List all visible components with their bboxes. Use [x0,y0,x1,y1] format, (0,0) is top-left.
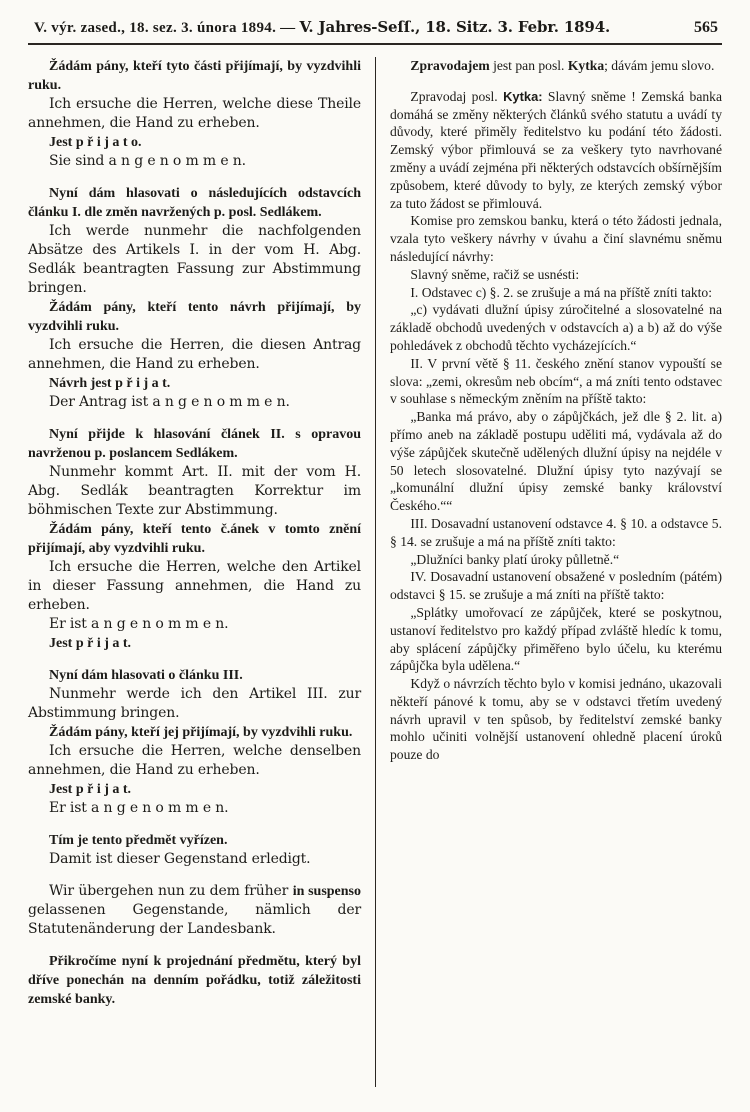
text-run: Žádám pány, kteří jej přijímají, by vyzdvihli ruku. [49,725,353,740]
column-right [375,57,722,1087]
page-number: 565 [694,19,718,36]
text-run: Er ist a n g e n o m m e n. [49,800,229,816]
paragraph [390,675,722,764]
text-run: Nyní přijde k hlasování článek II. s opravou navrženou p. poslancem Sedlákem. [28,427,361,461]
text-run: Komise pro zemskou banku, která o této žádosti jednala, vzala tyto veškery návrhy v úvahu a činí slavnému sněmu následující návrhy: [390,213,722,264]
text-run: „Dlužníci banky platí úroky půlletně.“ [410,551,620,567]
paragraph [28,374,361,393]
paragraph [28,152,361,171]
column-left [28,57,375,1087]
text-run: Kytka: [503,88,543,104]
paragraph [390,266,722,284]
text-run: „c) vydávati dlužní úpisy zúročitelné a slosovatelné na základě obchodů uvedených v odstavcích a) a b) až do výše pohledávek z obchodů těchto vycházejících.“ [390,302,722,353]
text-run: Návrh jest p ř i j a t. [49,376,171,391]
page-header [28,14,722,45]
two-column-body [28,57,722,1087]
text-run: Der Antrag ist a n g e n o m m e n. [49,394,290,410]
paragraph [28,799,361,818]
text-run: Když o návrzích těchto bylo v komisi jednáno, ukazovali někteří pánové k tomu, aby se v odstavci třetím uvedený návrh upravil v ten spůsob, by ředitelství zemské banky mohlo učiniti volnější ustanovení ohledně placení úroků pouze do [390,676,722,763]
paragraph [28,882,361,939]
text-run: ; dávám jemu slovo. [604,58,715,73]
text-run: Jest p ř i j a t. [49,782,132,797]
text-run: „Splátky umořovací ze zápůjček, které se poskytnou, ustanoví ředitelstvo pro každý případ zvláště hledíc k tomu, aby splácení zápůjčky přiměřeno bylo účelu, ku kterému zápůjčka byla udělena.“ [390,604,722,674]
paragraph [28,184,361,222]
text-run: Ich ersuche die Herren, welche denselben annehmen, die Hand zu erheben. [28,743,361,778]
header-session-german: V. Jahres-Seſſ., 18. Sitz. 3. Febr. 1894. [299,18,611,36]
text-run: Nunmehr kommt Art. II. mit der vom H. Abg. Sedlák beantragten Korrektur im böhmischen Texte zur Abstimmung. [28,464,361,518]
paragraph [28,850,361,869]
text-run: Sie sind a n g e n o m m e n. [49,153,246,169]
text-run: II. V první větě § 11. českého znění stanov vypouští se slova: „zemi, okresům neb obcím“, a má zníti tento odstavec v souhlase s německým zněním na příště takto: [390,355,722,407]
text-run: Wir übergehen nun zu dem früher [49,883,293,899]
text-run: Zpravodajem [410,58,490,73]
text-run: „Banka má právo, aby o zápůjčkách, jež dle § 2. lit. a) přímo aneb na základě postupu uděliti má, vydávala až do výše zápůjček skutečně udělených dlužní úpisy na nejdéle v 50 letech slosovatelné. Dlužní úpisy tyto nazývají se „komunální dlužní úpisy zemské banky království Českého.““ [390,409,722,514]
text-run: Ich ersuche die Herren, welche diese Theile annehmen, die Hand zu erheben. [28,96,361,131]
text-run: Jest p ř i j a t o. [49,135,142,150]
paragraph [390,408,722,515]
text-run: gelassenen Gegenstande, nämlich der Statutenänderung der Landesbank. [28,902,361,937]
paragraph [28,558,361,615]
paragraph [28,742,361,780]
text-run: Ich ersuche die Herren, welche den Artikel in dieser Fassung annehmen, die Hand zu erheben. [28,559,361,613]
text-run: Ich ersuche die Herren, die diesen Antrag annehmen, die Hand zu erheben. [28,337,361,372]
paragraph [390,604,722,675]
text-run: Nyní dám hlasovati o následujících odstavcích článku I. dle změn navržených p. posl. Sedlákem. [28,186,361,220]
text-run: Žádám pány, kteří tento č.ánek v tomto znění přijímají, aby vyzdvihli ruku. [28,522,361,556]
paragraph [28,425,361,463]
paragraph [28,95,361,133]
paragraph [28,222,361,298]
paragraph [390,57,722,75]
text-run: Nyní dám hlasovati o článku III. [49,668,243,683]
text-run: in suspenso [292,884,361,899]
paragraph [28,393,361,412]
header-session-czech: V. výr. zased., 18. sez. 3. února 1894. — [34,20,296,36]
paragraph [390,301,722,354]
text-run: Er ist a n g e n o m m e n. [49,616,229,632]
paragraph [28,463,361,520]
paragraph [390,515,722,551]
text-run: Slavný sněme ! Zemská banka domáhá se změny některých článků svého statutu a uvádí ty důvody, které přiměly ředitelstvo ku podání této žádosti. Zemský výbor přimlouvá se za veškery tyto navrhované změny a uvádí zejména při některých odstavcích obšírnějším způsobem, které důvody to byly, ze kterých zemský výbor za tuto žádost se přimlouvá. [390,88,722,211]
paragraph [28,952,361,1009]
paragraph [28,298,361,336]
text-run: Kytka [567,58,605,73]
text-run: IV. Dosavadní ustanovení obsažené v posledním (pátém) odstavci § 15. se zrušuje a má zníti na příště takto: [390,569,722,603]
text-run: Přikročíme nyní k projednání předmětu, který byl dříve ponechán na denním pořádku, totiž záležitosti zemské banky. [28,954,361,1007]
text-run: Nunmehr werde ich den Artikel III. zur Abstimmung bringen. [28,686,361,721]
text-run: Ich werde nunmehr die nachfolgenden Absätze des Artikels I. in der vom H. Abg. Sedlák beantragten Fassung zur Abstimmung bringen. [28,223,361,296]
text-run: Slavný sněme, račiž se usnésti: [410,266,580,282]
text-run: Damit ist dieser Gegenstand erledigt. [49,851,311,867]
text-run: Zpravodaj posl. [410,88,504,104]
paragraph [390,568,722,604]
text-run: Tím je tento předmět vyřízen. [49,833,228,848]
paragraph [28,615,361,634]
paragraph [28,133,361,152]
paragraph [28,336,361,374]
paragraph [28,520,361,558]
paragraph [390,355,722,408]
paragraph [28,634,361,653]
paragraph [390,551,722,569]
text-run: III. Dosavadní ustanovení odstavce 4. § 10. a odstavce 5. § 14. se zrušuje a má na příště zníti takto: [390,515,722,549]
paragraph [28,831,361,850]
paragraph [390,212,722,265]
paragraph [28,57,361,95]
paragraph [390,88,722,213]
text-run: jest pan posl. [489,58,568,73]
text-run: Žádám pány, kteří tento návrh přijímají, by vyzdvihli ruku. [28,300,361,334]
paragraph [28,723,361,742]
header-session-line [34,18,610,37]
text-run: Žádám pány, kteří tyto části přijímají, by vyzdvihli ruku. [28,59,361,93]
paragraph [28,666,361,685]
text-run: Jest p ř i j a t. [49,636,132,651]
paragraph [28,685,361,723]
paragraph [28,780,361,799]
paragraph [390,284,722,302]
text-run: I. Odstavec c) §. 2. se zrušuje a má na příště zníti takto: [410,284,712,300]
